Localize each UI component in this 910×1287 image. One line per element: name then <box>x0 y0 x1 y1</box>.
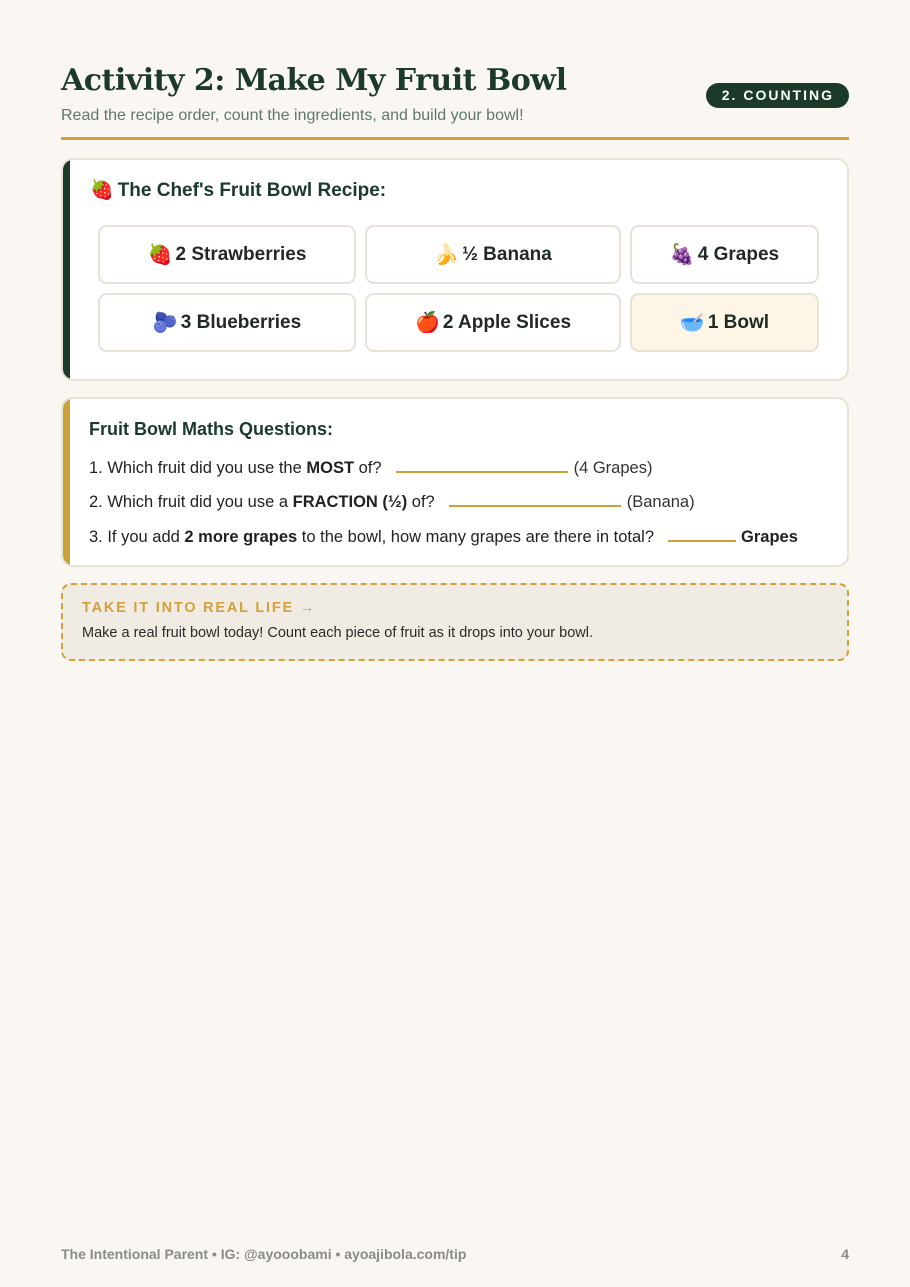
worksheet-page <box>61 0 849 1287</box>
question-text: of? <box>407 493 435 511</box>
strawberry-icon: 🍓 <box>90 180 114 201</box>
ingredient-label: 2 Apple Slices <box>442 311 572 333</box>
recipe-title-text: The Chef's Fruit Bowl Recipe: <box>117 180 387 201</box>
bowl-icon: 🥣 <box>679 312 705 334</box>
ingredient-apple-slices <box>365 293 621 352</box>
question-emphasis: 2 more grapes <box>184 528 298 546</box>
recipe-card-accent <box>63 160 70 379</box>
page-title: Activity 2: Make My Fruit Bowl <box>61 63 567 98</box>
question-text: 3. If you add <box>89 528 185 546</box>
real-life-text: Make a real fruit bowl today! Count each piece of fruit as it drops into your bowl. <box>82 625 593 641</box>
answer-blank-1[interactable] <box>396 455 568 473</box>
question-emphasis: MOST <box>306 459 355 477</box>
question-text: 1. Which fruit did you use the <box>89 459 307 477</box>
ingredient-banana <box>365 225 621 284</box>
section-badge: 2. COUNTING <box>706 83 849 108</box>
ingredient-grapes <box>630 225 819 284</box>
grapes-icon: 🍇 <box>669 244 695 266</box>
ingredient-label: 3 Blueberries <box>180 311 302 333</box>
strawberry-icon: 🍓 <box>147 244 173 266</box>
page-header <box>61 62 849 140</box>
ingredient-label: 1 Bowl <box>707 311 770 333</box>
ingredient-label: 2 Strawberries <box>175 243 307 265</box>
recipe-title <box>90 178 386 202</box>
answer-blank-3[interactable] <box>668 524 736 542</box>
answer-blank-2[interactable] <box>449 489 621 507</box>
question-text: 2. Which fruit did you use a <box>89 493 293 511</box>
page-number: 4 <box>841 1246 849 1262</box>
questions-card-accent <box>63 399 70 565</box>
banana-icon: 🍌 <box>434 244 460 266</box>
ingredient-blueberries <box>98 293 356 352</box>
recipe-card <box>61 158 849 381</box>
answer-unit: Grapes <box>741 528 798 546</box>
footer-credit: The Intentional Parent • IG: @ayooobami • ayoajibola.com/tip <box>61 1246 467 1262</box>
page-subtitle: Read the recipe order, count the ingredients, and build your bowl! <box>61 107 524 124</box>
question-1 <box>89 455 652 478</box>
ingredient-strawberries <box>98 225 356 284</box>
ingredient-label: ½ Banana <box>462 243 552 265</box>
blueberries-icon: 🫐 <box>152 312 178 334</box>
apple-icon: 🍎 <box>414 312 440 334</box>
questions-title: Fruit Bowl Maths Questions: <box>89 419 334 439</box>
ingredient-bowl <box>630 293 819 352</box>
questions-card <box>61 397 849 567</box>
question-emphasis: FRACTION (½) <box>292 493 408 511</box>
question-text: to the bowl, how many grapes are there in total? <box>297 528 655 546</box>
ingredient-label: 4 Grapes <box>697 243 780 265</box>
question-text: of? <box>354 459 382 477</box>
question-2 <box>89 489 695 512</box>
answer-hint-1: (4 Grapes) <box>573 459 653 477</box>
answer-hint-2: (Banana) <box>626 493 695 511</box>
question-3 <box>89 524 798 547</box>
real-life-box <box>61 583 849 661</box>
real-life-title: TAKE IT INTO REAL LIFE → <box>82 600 317 616</box>
